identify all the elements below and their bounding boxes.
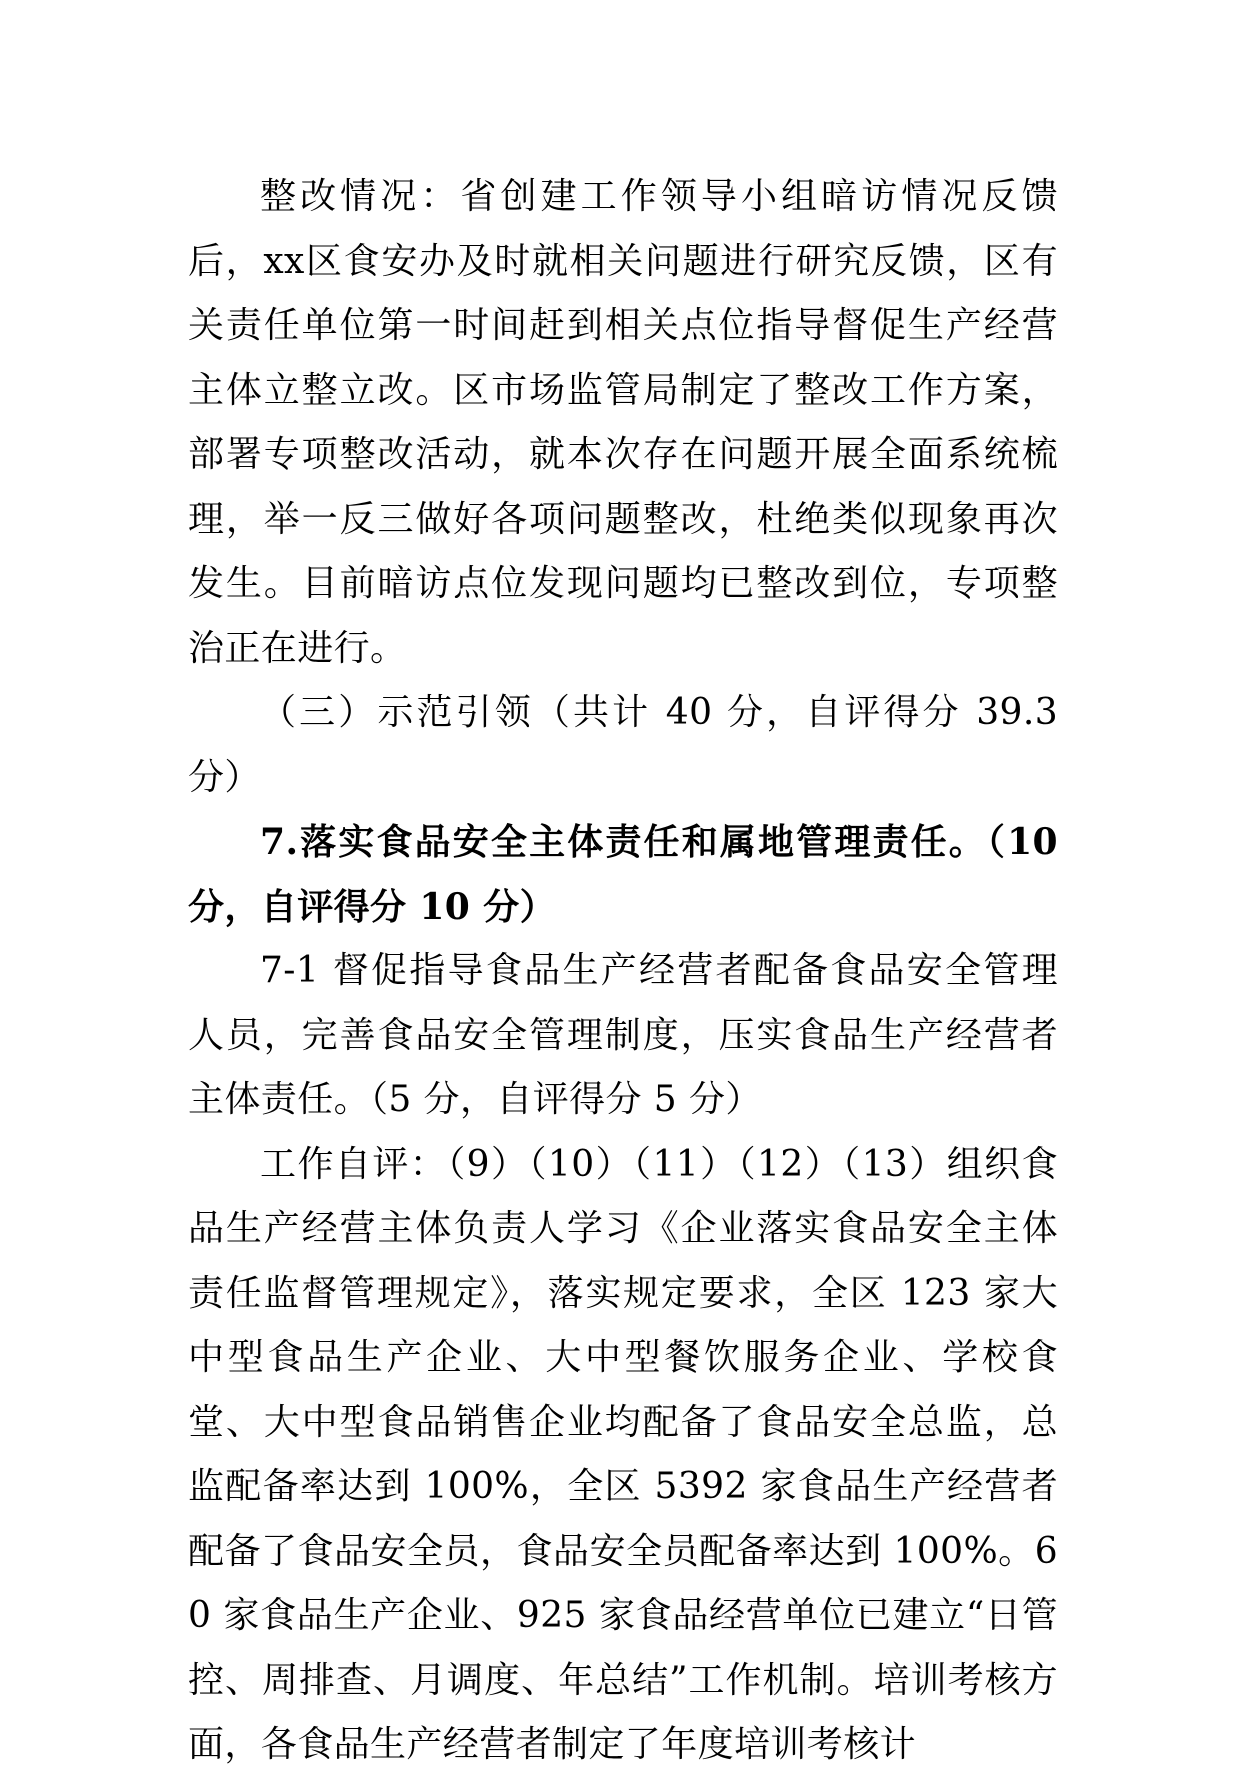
paragraph-self-evaluation: 工作自评：（9）（10）（11）（12）（13）组织食品生产经营主体负责人学习《企业落实食品安全主体责任监督管理规定》，落实规定要求，全区 123 家大中型食品生产企业、大中型餐饮服务企业、学校食堂、大中型食品销售企业均配备了食品安全总监，总监配备率达到 100%，全区 5392 家食品生产经营者配备了食品安全员，食品安全员配备率达到 100%。60 家食品生产企业、925 家食品经营单位已建立“日管控、周排查、月调度、年总结”工作机制。培训考核方面，各食品生产经营者制定了年度培训考核计 bbox=[188, 1143, 1058, 1765]
paragraph-section-three-heading: （三）示范引领（共计 40 分，自评得分 39.3 分） bbox=[188, 692, 1058, 798]
paragraph-item-7-1-heading: 7-1 督促指导食品生产经营者配备食品安全管理人员，完善食品安全管理制度，压实食品生产经营者主体责任。（5 分，自评得分 5 分） bbox=[188, 950, 1058, 1120]
paragraph-item-7-heading: 7.落实食品安全主体责任和属地管理责任。（10 分，自评得分 10 分） bbox=[188, 821, 1058, 928]
document-body bbox=[188, 165, 1058, 1778]
paragraph-rectification-status: 整改情况：省创建工作领导小组暗访情况反馈后，xx区食安办及时就相关问题进行研究反馈，区有关责任单位第一时间赶到相关点位指导督促生产经营主体立整立改。区市场监管局制定了整改工作方案，部署专项整改活动，就本次存在问题开展全面系统梳理，举一反三做好各项问题整改，杜绝类似现象再次发生。目前暗访点位发现问题均已整改到位，专项整治正在进行。 bbox=[188, 176, 1058, 669]
